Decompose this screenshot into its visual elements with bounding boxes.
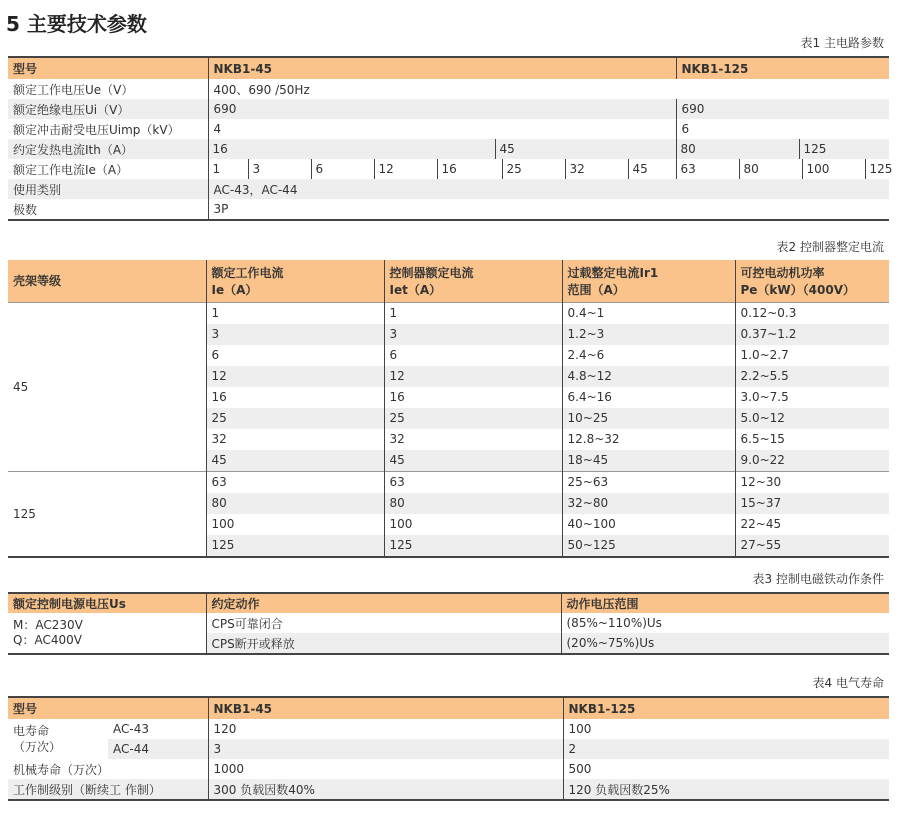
t4-cell: 120 负载因数25% [563, 779, 889, 800]
table1-caption: 表1 主电路参数 [800, 36, 884, 50]
t1-cell: 6 [676, 119, 889, 139]
t1-row-label: 额定工作电压Ue（V） [13, 82, 134, 97]
t4-cell: 3 [208, 739, 563, 759]
table1-main-circuit [8, 56, 893, 221]
t2-header-line: 范围（A） [567, 282, 625, 297]
t2-cell: 10~25 [562, 408, 735, 429]
table3-electromagnet-conditions [8, 592, 889, 655]
t2-cell: 3.0~7.5 [735, 387, 889, 408]
t2-cell: 80 [384, 493, 562, 514]
t2-cell: 22~45 [735, 514, 889, 535]
t1-cell: 16 [212, 142, 228, 156]
t4-cell: 2 [563, 739, 889, 759]
t2-cell: 40~100 [562, 514, 735, 535]
t2-cell: 100 [206, 514, 384, 535]
t1-cell: 100 [802, 159, 865, 179]
t2-cell: 45 [206, 450, 384, 472]
t2-cell: 32~80 [562, 493, 735, 514]
table4-caption: 表4 电气寿命 [812, 676, 884, 690]
t3-voltage-q: Q：AC400V [13, 633, 82, 647]
t1-cell: AC-43，AC-44 [208, 179, 889, 199]
t2-cell: 25~63 [562, 471, 735, 493]
t2-cell: 12 [206, 366, 384, 387]
t2-cell: 6 [206, 345, 384, 366]
t1-cell: 690 [208, 99, 676, 119]
t4-cat: AC-43 [113, 722, 149, 736]
t1-row-label: 额定冲击耐受电压Uimp（kV） [13, 122, 180, 137]
t2-cell: 0.4~1 [562, 302, 735, 324]
t4-elec-line: （万次） [13, 740, 62, 754]
t2-cell: 2.2~5.5 [735, 366, 889, 387]
t2-cell: 0.12~0.3 [735, 302, 889, 324]
t1-cell: 12 [374, 159, 437, 179]
t1-header-model: 型号 [8, 57, 208, 79]
table3-caption: 表3 控制电磁铁动作条件 [752, 572, 884, 586]
t1-cell: 3 [248, 159, 311, 179]
t3-header-action: 约定动作 [206, 593, 561, 613]
t2-cell: 63 [384, 471, 562, 493]
t2-cell: 15~37 [735, 493, 889, 514]
t1-cell: 25 [502, 159, 565, 179]
t2-cell: 27~55 [735, 535, 889, 557]
t2-cell: 125 [384, 535, 562, 557]
table2-controller-settings [8, 260, 889, 558]
t3-voltage-cell [8, 613, 206, 654]
t2-cell: 25 [384, 408, 562, 429]
t2-cell: 4.8~12 [562, 366, 735, 387]
t2-cell: 1 [206, 302, 384, 324]
page-title: 5 主要技术参数 [6, 12, 147, 36]
t2-cell: 6 [384, 345, 562, 366]
t4-elec-life-label [8, 719, 108, 759]
t2-cell: 1.2~3 [562, 324, 735, 345]
t4-row-label: 工作制级别（断续工 作制） [8, 779, 208, 800]
t2-cell: 80 [206, 493, 384, 514]
t3-header-us: 额定控制电源电压Us [8, 593, 206, 613]
t4-cat: AC-44 [108, 739, 208, 759]
t1-row-label: 约定发热电流Ith（A） [8, 139, 208, 159]
t2-header-line: Pe（kW）（400V） [740, 282, 855, 297]
t2-cell: 32 [384, 429, 562, 450]
t2-group-125 [8, 471, 889, 557]
t4-header-nkb1-125: NKB1-125 [563, 697, 889, 719]
t1-row-label: 额定工作电流Ie（A） [13, 162, 129, 177]
t2-header-line: 过载整定电流Ir1 [567, 265, 659, 280]
t2-cell: 0.37~1.2 [735, 324, 889, 345]
t1-cell: 80 [739, 159, 802, 179]
t1-header-nkb1-45: NKB1-45 [208, 57, 676, 79]
t2-cell: 16 [384, 387, 562, 408]
t2-cell: 50~125 [562, 535, 735, 557]
t4-elec-line: 电寿命 [13, 724, 50, 738]
t2-header-line: Ie（A） [211, 282, 258, 297]
t1-cell: 690 [676, 99, 889, 119]
t1-row-label: 使用类别 [8, 179, 208, 199]
t3-cell: (20%~75%)Us [561, 633, 889, 654]
t1-cell: 45 [495, 139, 676, 159]
t1-row-label: 额定绝缘电压Ui（V） [8, 99, 208, 119]
t2-cell: 100 [384, 514, 562, 535]
t2-header-line: 额定工作电流 [211, 265, 284, 280]
t2-row [8, 302, 889, 324]
t2-group-45 [8, 302, 889, 471]
t4-header-model: 型号 [8, 697, 208, 719]
t4-cell: 100 [563, 719, 889, 739]
t3-voltage-m: M：AC230V [13, 618, 83, 632]
t2-cell: 5.0~12 [735, 408, 889, 429]
t2-header-frame: 壳架等级 [8, 260, 206, 302]
t2-cell: 32 [206, 429, 384, 450]
t1-header-nkb1-125: NKB1-125 [676, 57, 889, 79]
t1-ie-45-cell [208, 159, 676, 179]
t3-cell: (85%~110%)Us [561, 613, 889, 633]
t2-header-ir1 [562, 260, 735, 302]
t2-cell: 6.4~16 [562, 387, 735, 408]
t2-cell: 12.8~32 [562, 429, 735, 450]
t2-cell: 6.5~15 [735, 429, 889, 450]
t2-frame-grade: 45 [13, 379, 29, 394]
t1-cell: 16 [437, 159, 502, 179]
t2-cell: 25 [206, 408, 384, 429]
t2-cell: 63 [206, 471, 384, 493]
t4-cell: 300 负载因数40% [208, 779, 563, 800]
t2-cell: 2.4~6 [562, 345, 735, 366]
t4-cell: 120 [208, 719, 563, 739]
t4-header-nkb1-45: NKB1-45 [208, 697, 563, 719]
t3-cell: CPS断开或释放 [206, 633, 561, 654]
t2-cell: 1.0~2.7 [735, 345, 889, 366]
t2-header-iet [384, 260, 562, 302]
t2-cell: 18~45 [562, 450, 735, 472]
t1-cell: 4 [208, 119, 676, 139]
t2-header-line: 可控电动机功率 [740, 265, 825, 280]
t2-frame-grade: 125 [13, 506, 36, 521]
t2-header-pe [735, 260, 889, 302]
t1-row-label: 极数 [13, 202, 38, 217]
t2-cell: 16 [206, 387, 384, 408]
t2-cell: 1 [384, 302, 562, 324]
t2-header-line: Iet（A） [389, 282, 442, 297]
t2-cell: 12~30 [735, 471, 889, 493]
table2-caption: 表2 控制器整定电流 [776, 240, 884, 254]
t2-header-ie [206, 260, 384, 302]
t1-cell: 400、690 /50Hz [208, 79, 889, 99]
t1-ith-125-cell [676, 139, 889, 159]
t2-cell: 12 [384, 366, 562, 387]
t2-row [8, 471, 889, 493]
t2-cell: 3 [384, 324, 562, 345]
table4-electrical-life [8, 696, 889, 801]
t4-row-label: 机械寿命（万次） [13, 762, 110, 777]
t4-cell: 500 [563, 759, 889, 779]
t1-cell: 3P [208, 199, 889, 220]
t3-cell: CPS可靠闭合 [206, 613, 561, 633]
t2-cell: 3 [206, 324, 384, 345]
t2-cell: 45 [384, 450, 562, 472]
t4-cell: 1000 [208, 759, 563, 779]
t2-cell: 9.0~22 [735, 450, 889, 472]
t2-cell: 125 [206, 535, 384, 557]
t1-cell: 45 [628, 159, 676, 179]
t1-cell: 1 [212, 162, 221, 176]
t1-cell: 125 [799, 139, 890, 159]
t1-cell: 125 [865, 159, 893, 179]
t2-header-line: 控制器额定电流 [389, 265, 474, 280]
t1-ith-45-cell [208, 139, 676, 159]
t1-cell: 63 [680, 162, 696, 176]
t1-cell: 32 [565, 159, 628, 179]
t1-cell: 6 [311, 159, 374, 179]
t1-ie-125-cell [676, 159, 893, 179]
t3-header-range: 动作电压范围 [561, 593, 889, 613]
t1-cell: 80 [680, 142, 696, 156]
